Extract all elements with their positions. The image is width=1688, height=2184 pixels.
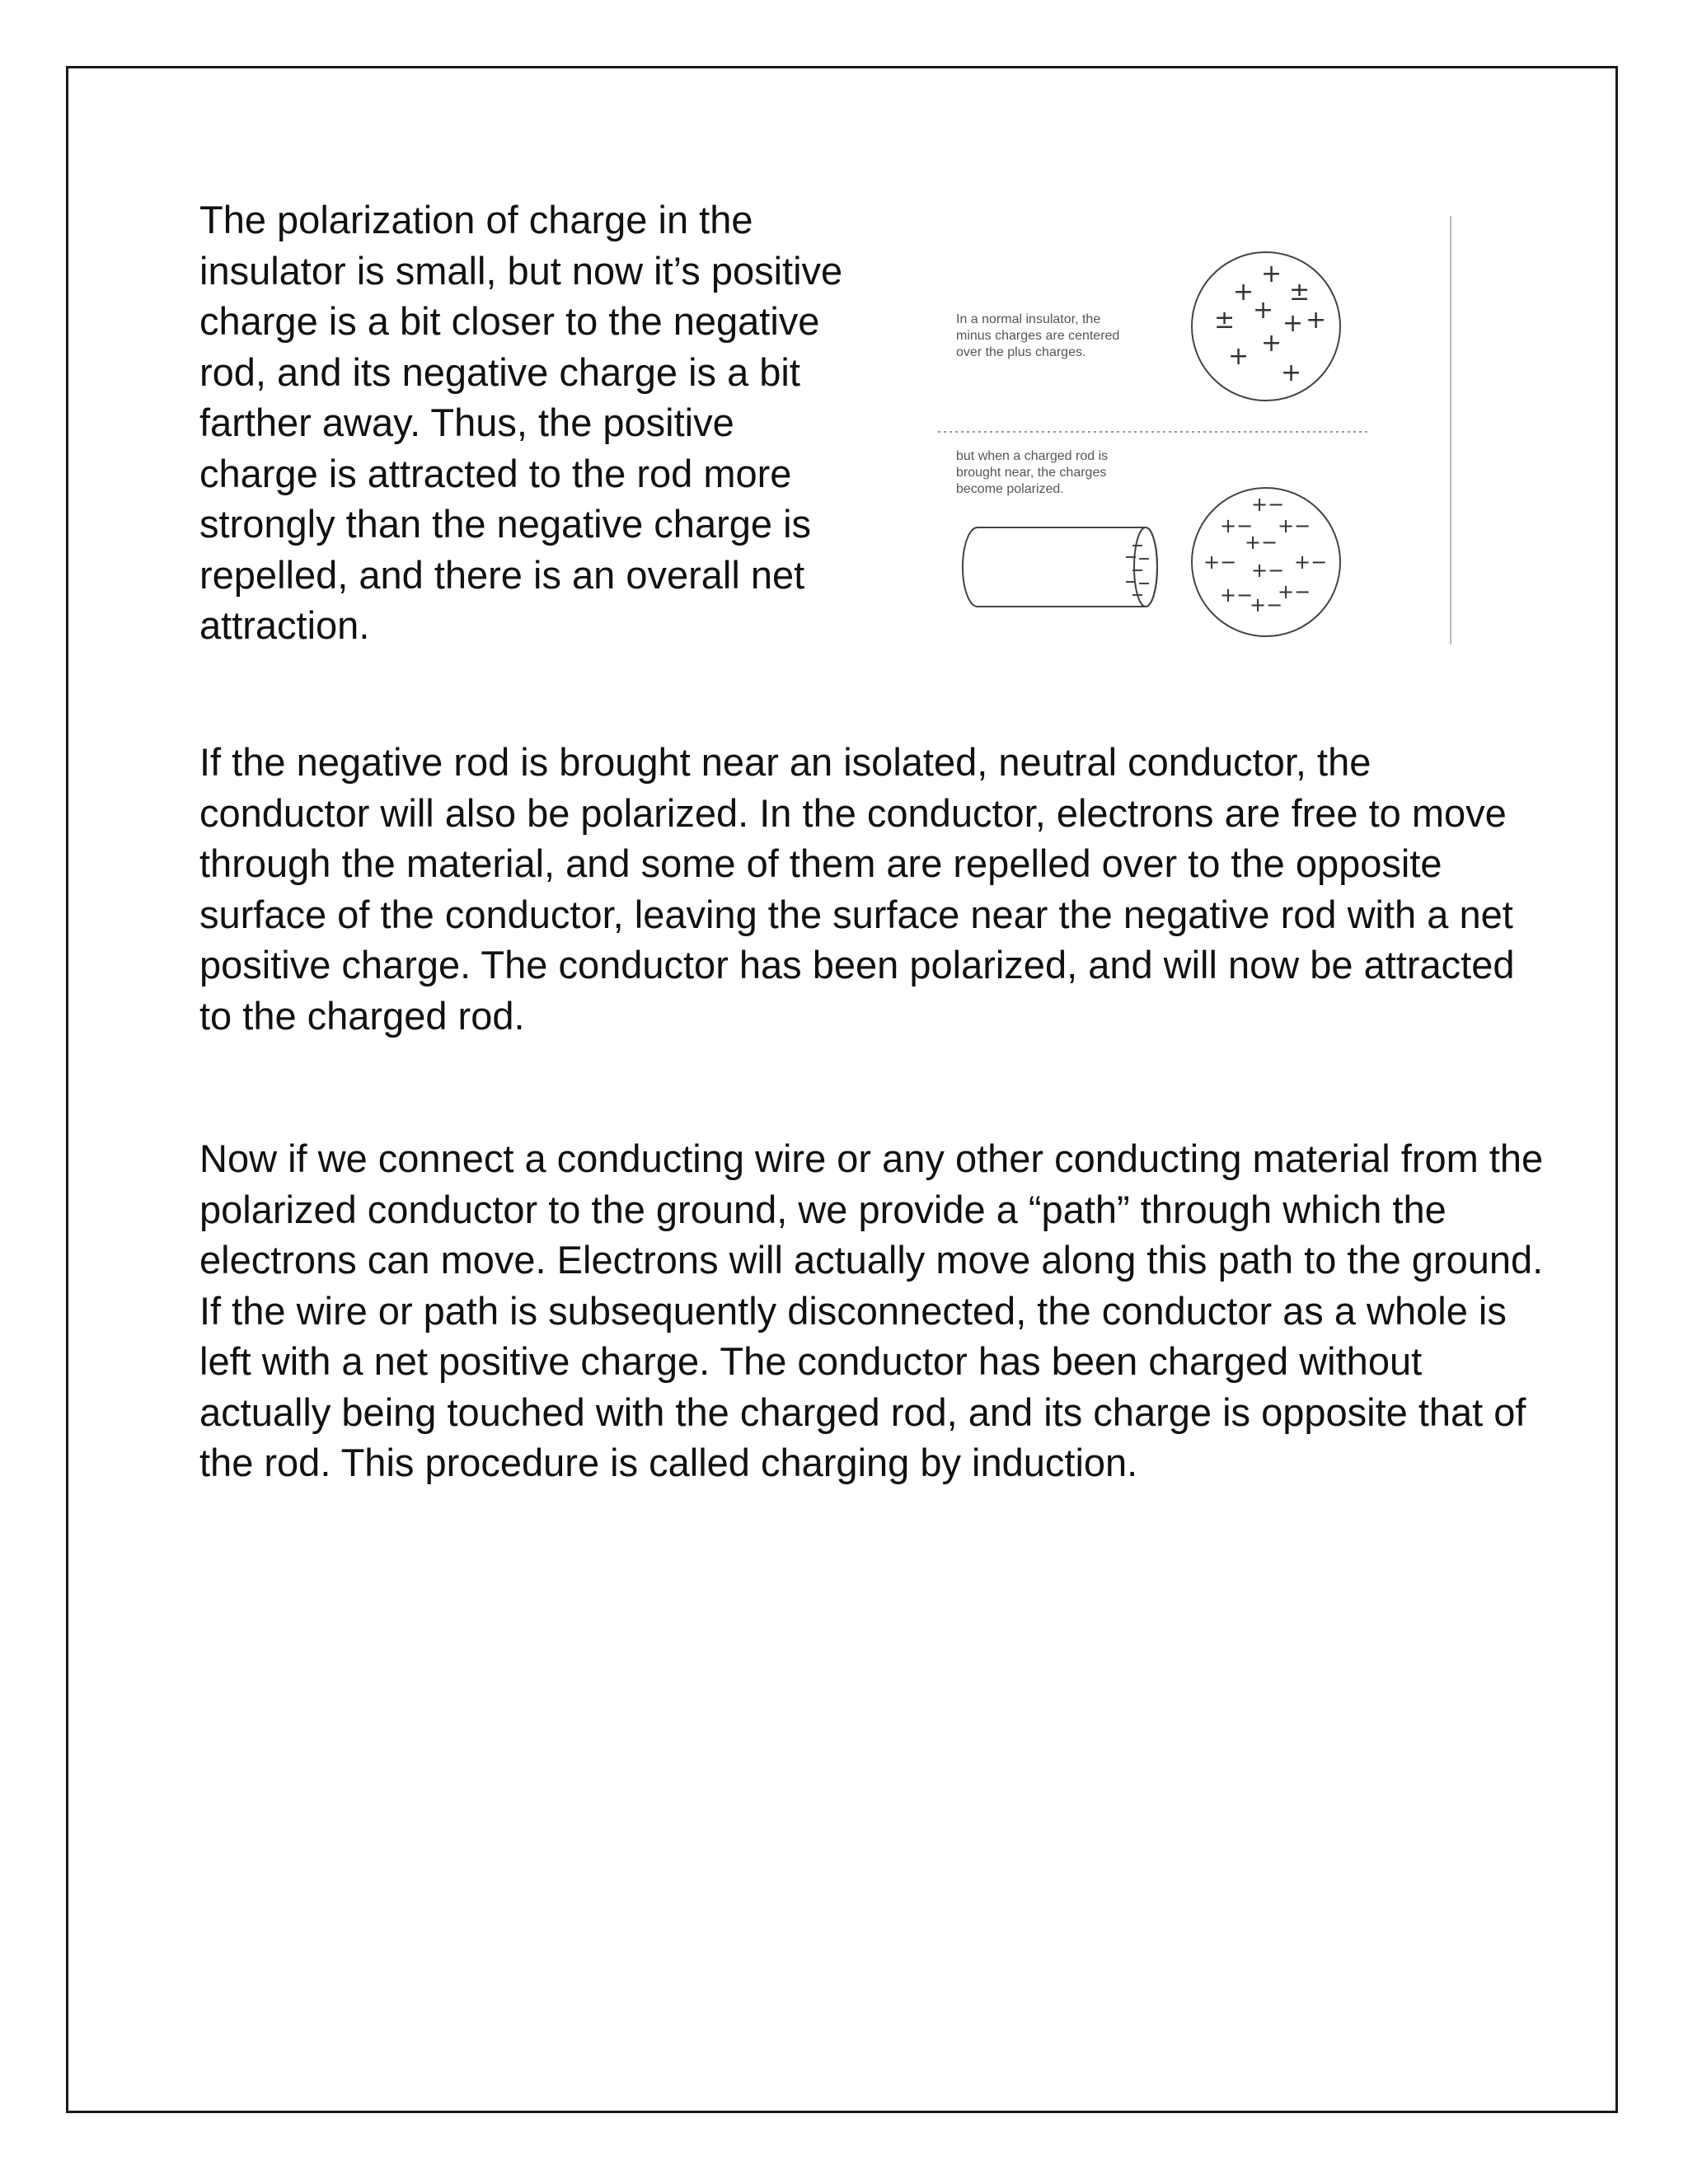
paragraph-conductor: If the negative rod is brought near an isolated, neutral conductor, the conductor will also be polarized. In the conductor, electrons are free to move through the material, and some of them are repelled over to the opposite surface of the conductor, leaving the surface near the negative rod with a net positive charge. The conductor has been polarized, and will now be attracted to the charged rod.: [199, 740, 1515, 1038]
svg-text:+: +: [1253, 296, 1274, 325]
svg-text:+−: +−: [1294, 551, 1328, 574]
caption-top-line-1: In a normal insulator, the: [956, 312, 1101, 326]
polarization-figure: [938, 216, 1459, 644]
caption-top-line-3: over the plus charges.: [956, 345, 1086, 359]
svg-text:+−: +−: [1251, 493, 1285, 516]
neutral-insulator-circle: [1192, 252, 1340, 401]
svg-text:+: +: [1261, 329, 1282, 358]
svg-text:+: +: [1281, 359, 1302, 387]
paragraph-polarization: The polarization of charge in the insulator is small, but now it’s positive charge is a bit closer to the negative rod, and its negative charge is a bit farther away. Thus, the positive charge is attracted to the rod more strongly than the negative charge is repelled, and there is an overall net attraction.: [199, 198, 843, 647]
svg-text:+: +: [1261, 260, 1282, 288]
caption-bottom-line-2: brought near, the charges: [956, 466, 1107, 480]
svg-text:+−: +−: [1278, 580, 1311, 603]
svg-text:+−: +−: [1250, 593, 1283, 616]
caption-bottom-line-3: become polarized.: [956, 482, 1064, 496]
svg-text:+−: +−: [1251, 559, 1285, 582]
svg-text:+−: +−: [1220, 514, 1254, 537]
svg-text:+−: +−: [1220, 583, 1254, 607]
svg-text:±: ±: [1289, 278, 1311, 307]
svg-text:+−: +−: [1278, 514, 1311, 537]
svg-text:+: +: [1228, 342, 1250, 371]
paragraph-induction: Now if we connect a conducting wire or any other conducting material from the polarized conductor to the ground, we provide a “path” through which the electrons can move. Electrons will actually move along this path to the ground. If the wire or path is subsequently disconnected, the conductor as a whole is left with a net positive charge. The conductor has been charged without actually being touched with the charged rod, and its charge is opposite that of the rod. This procedure is called charging by induction.: [199, 1137, 1544, 1484]
svg-text:±: ±: [1214, 306, 1236, 335]
charged-rod: [963, 527, 1157, 607]
caption-bottom-line-1: but when a charged rod is: [956, 449, 1109, 463]
svg-text:+−: +−: [1203, 551, 1237, 574]
svg-text:+−: +−: [1245, 531, 1278, 554]
polarized-insulator-circle: [1192, 488, 1340, 636]
svg-text:+: +: [1282, 309, 1304, 338]
svg-text:+: +: [1233, 278, 1254, 307]
svg-text:+: +: [1306, 306, 1327, 335]
caption-top-line-2: minus charges are centered: [956, 329, 1120, 343]
